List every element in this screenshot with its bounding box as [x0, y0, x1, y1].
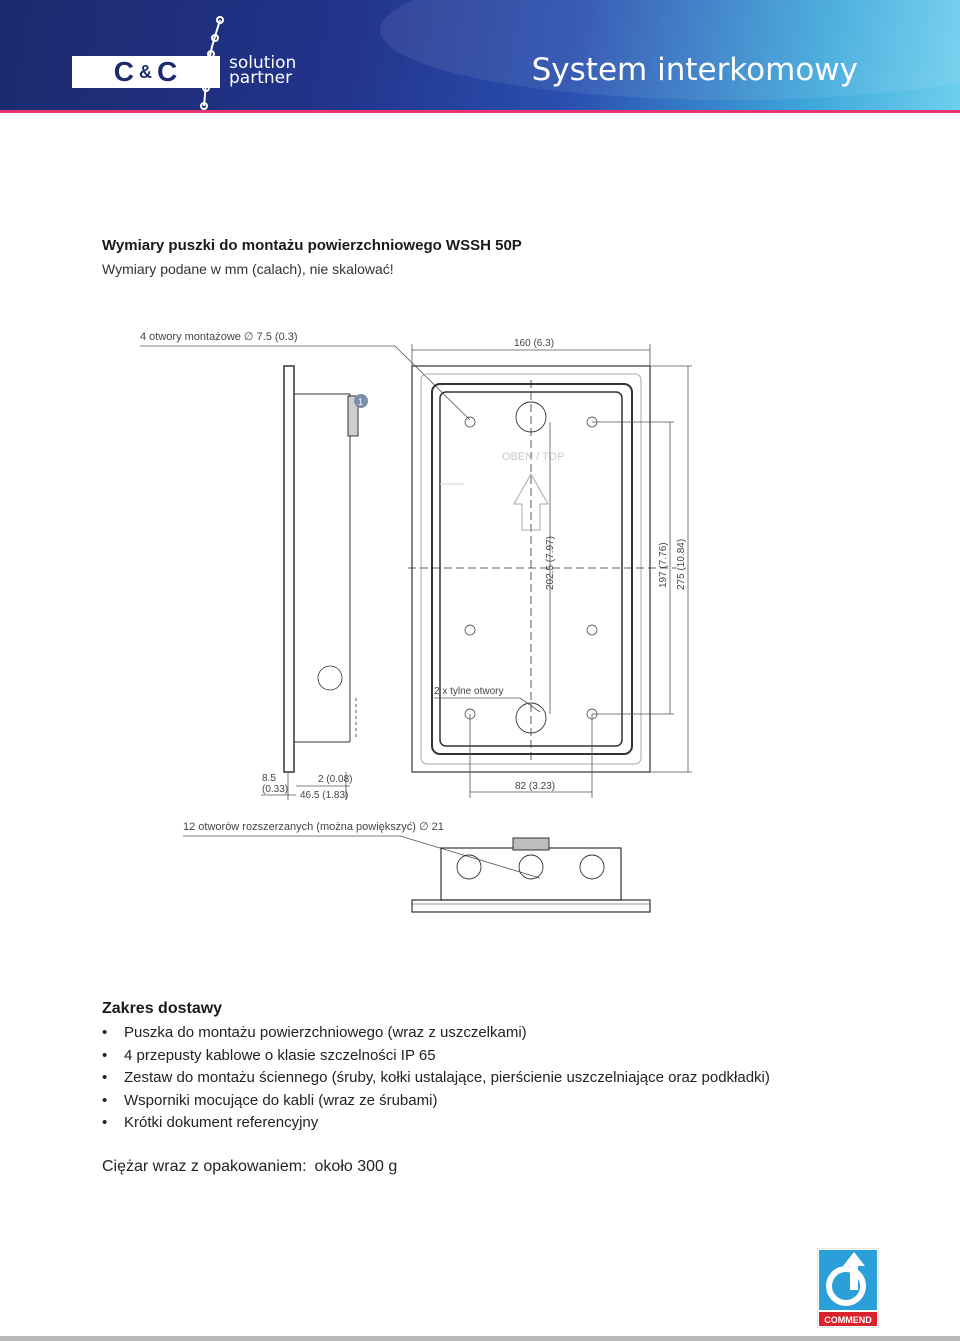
- label-open-top: OBEN / TOP: [502, 451, 565, 463]
- dim-width: 160 (6.3): [514, 338, 555, 349]
- logo-tagline-2: partner: [229, 68, 293, 88]
- list-item: [102, 1022, 770, 1045]
- commend-logo-text: COMMEND: [824, 1315, 872, 1325]
- commend-logo: [817, 1248, 879, 1328]
- list-item-text: Puszka do montażu powierzchniowego (wraz z uszczelkami): [124, 1024, 527, 1041]
- side-view: [284, 366, 368, 772]
- dim-inner-height: 202.5 (7.97): [545, 536, 556, 590]
- leader-knockouts: [183, 836, 540, 878]
- dim-side-8-5: 8.5: [262, 773, 276, 784]
- page-header: [0, 0, 960, 110]
- list-item: [102, 1067, 770, 1090]
- scope-title: Zakres dostawy: [102, 1000, 223, 1017]
- technical-drawing: [0, 320, 960, 930]
- logo-letter-c2: C: [157, 56, 179, 87]
- list-item-text: Zestaw do montażu ściennego (śruby, kołki ustalające, pierścienie uszczelniające oraz podkładki): [124, 1069, 770, 1086]
- logo-tagline: [229, 53, 297, 88]
- header-accent-stripe: [0, 110, 960, 113]
- bullet-icon: •: [102, 1024, 108, 1041]
- logo-letter-c1: C: [113, 56, 135, 87]
- label-rear-holes: 2 x tylne otwory: [434, 686, 504, 697]
- list-item-text: Krótki dokument referencyjny: [124, 1114, 319, 1131]
- dim-bottom: 82 (3.23): [515, 781, 556, 792]
- dim-side-2: 2 (0.08): [318, 774, 353, 785]
- weight-line: [102, 1158, 397, 1176]
- document-subtitle: Wymiary podane w mm (calach), nie skalować!: [102, 261, 394, 277]
- bullet-icon: •: [102, 1069, 108, 1086]
- weight-label: Ciężar wraz z opakowaniem:: [102, 1158, 307, 1175]
- logo-chain-icon: [190, 14, 230, 110]
- marker-number: 1: [358, 397, 364, 407]
- list-item: [102, 1090, 770, 1113]
- page-title: System interkomowy: [531, 52, 858, 88]
- list-item: [102, 1112, 770, 1135]
- logo-tagline-1: solution: [229, 53, 297, 73]
- document-title: Wymiary puszki do montażu powierzchniowego WSSH 50P: [102, 237, 522, 254]
- bullet-icon: •: [102, 1046, 108, 1064]
- logo-ampersand: &: [139, 61, 153, 82]
- bullet-icon: •: [102, 1091, 108, 1109]
- list-item-text: Wsporniki mocujące do kabli (wraz ze śrubami): [124, 1091, 438, 1109]
- bullet-icon: •: [102, 1114, 108, 1131]
- dim-side-46-5: 46.5 (1.83): [300, 790, 349, 801]
- weight-value: około 300 g: [314, 1158, 398, 1175]
- front-view: [408, 366, 676, 772]
- dim-height-275: 275 (10.84): [676, 538, 687, 590]
- list-item: [102, 1045, 770, 1068]
- footer-line: [0, 1336, 960, 1341]
- scope-list: [102, 1022, 770, 1135]
- dim-side-8-5-inch: (0.33): [262, 784, 289, 795]
- list-item-text: 4 przepusty kablowe o klasie szczelności IP 65: [124, 1046, 436, 1064]
- label-mount-holes: 4 otwory montażowe ∅ 7.5 (0.3): [140, 331, 298, 343]
- dim-height-197: 197 (7.76): [658, 542, 669, 588]
- label-knockouts: 12 otworów rozszerzanych (można powiększyć) ∅ 21: [183, 821, 444, 833]
